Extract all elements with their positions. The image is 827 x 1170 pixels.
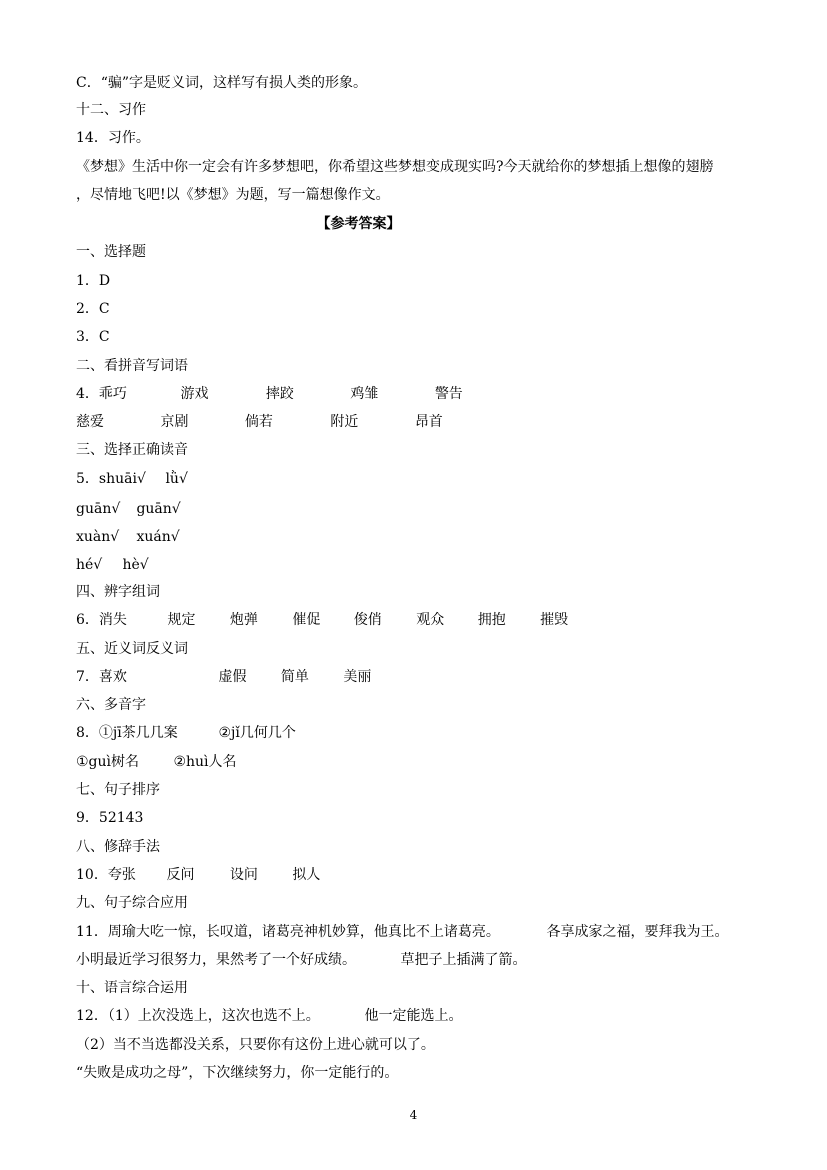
answer-item: hé√	[76, 557, 103, 573]
answer-item: 反问	[166, 867, 195, 883]
answer-item: lǜ√	[165, 471, 188, 487]
answer-item: guān√	[136, 501, 181, 517]
answer-item: 倘若	[244, 414, 273, 430]
page-number: 4	[409, 1108, 418, 1122]
answer-item: 催促	[292, 612, 321, 628]
answer-line: （2）当不当选都没关系，只要你有这份上进心就可以了。	[76, 1037, 435, 1053]
answer-row	[76, 412, 443, 432]
answer-item: 6．消失	[76, 612, 127, 628]
answer-item: 京剧	[160, 414, 189, 430]
answer-item: 7．喜欢	[76, 669, 127, 685]
answer-item: 小明最近学习很努力，果然考了一个好成绩。	[76, 952, 356, 968]
section-heading: 三、选择正确读音	[76, 442, 188, 458]
answer-row	[76, 384, 463, 404]
answer-item: 警告	[434, 386, 463, 402]
section-heading: 十、语言综合运用	[76, 980, 188, 996]
answer-line: “失败是成功之母”，下次继续努力，你一定能行的。	[76, 1065, 399, 1081]
answer-key-heading: 【参考答案】	[316, 216, 401, 232]
answer-row	[76, 723, 296, 743]
answer-item: 炮弹	[229, 612, 258, 628]
answer-row	[76, 610, 568, 630]
answer-row	[76, 667, 371, 687]
answer-item: ②jǐ几何几个	[218, 725, 296, 741]
answer-line: 3．C	[76, 329, 110, 345]
section-heading: 五、近义词反义词	[76, 641, 188, 657]
answer-line: 2．C	[76, 301, 110, 317]
answer-item: xuán√	[136, 529, 180, 545]
answer-row	[76, 865, 320, 885]
answer-item: 他一定能选上。	[364, 1008, 463, 1024]
answer-item: 5．shuāi√	[76, 471, 146, 487]
question-title: 14．习作。	[76, 130, 150, 146]
answer-row	[76, 527, 180, 547]
answer-row	[76, 499, 181, 519]
answer-item: 摧毁	[540, 612, 569, 628]
section-heading: 四、辨字组词	[76, 584, 160, 600]
answer-row	[76, 950, 526, 970]
section-heading: 七、句子排序	[76, 782, 160, 798]
section-heading: 一、选择题	[76, 244, 146, 260]
answer-item: hè√	[122, 557, 149, 573]
text-line: ，尽情地飞吧!以《梦想》为题，写一篇想像作文。	[76, 187, 390, 203]
answer-item: 规定	[167, 612, 196, 628]
section-heading: 二、看拼音写词语	[76, 358, 188, 374]
answer-item: 设问	[229, 867, 258, 883]
answer-item: ②huì人名	[173, 754, 237, 770]
answer-item: 8．①jī茶几几案	[76, 725, 178, 741]
section-heading: 十二、习作	[76, 102, 146, 118]
answer-item: 草把子上插满了箭。	[400, 952, 527, 968]
answer-item: 简单	[280, 669, 309, 685]
answer-item: 昂首	[414, 414, 443, 430]
answer-item: guān√	[76, 501, 121, 517]
answer-item: 拥抱	[477, 612, 506, 628]
answer-line: 9．52143	[76, 810, 144, 826]
answer-item: 鸡雏	[350, 386, 379, 402]
text-line: C．“骗”字是贬义词，这样写有损人类的形象。	[76, 75, 368, 91]
answer-item: 附近	[330, 414, 359, 430]
answer-line: 1．D	[76, 273, 111, 289]
text-line: 《梦想》生活中你一定会有许多梦想吧，你希望这些梦想变成现实吗?今天就给你的梦想插上想像的翅膀	[76, 159, 714, 175]
answer-item: 10．夸张	[76, 867, 136, 883]
answer-row	[76, 469, 188, 489]
answer-item: 慈爱	[76, 414, 104, 430]
answer-item: 拟人	[292, 867, 321, 883]
answer-row	[76, 555, 149, 575]
answer-row	[76, 1006, 462, 1026]
answer-item: 观众	[416, 612, 445, 628]
answer-row	[76, 922, 728, 942]
section-heading: 八、修辞手法	[76, 839, 160, 855]
answer-item: 游戏	[180, 386, 209, 402]
answer-item: 12．（1）上次没选上，这次也选不上。	[76, 1008, 320, 1024]
answer-item: 各享成家之福，要拜我为王。	[546, 924, 729, 940]
answer-item: 虚假	[218, 669, 247, 685]
answer-item: 俊俏	[353, 612, 382, 628]
section-heading: 九、句子综合应用	[76, 895, 188, 911]
answer-item: xuàn√	[76, 529, 120, 545]
section-heading: 六、多音字	[76, 697, 146, 713]
answer-row	[76, 752, 237, 772]
answer-item: 美丽	[343, 669, 372, 685]
answer-item: 摔跤	[265, 386, 294, 402]
answer-item: 4．乖巧	[76, 386, 127, 402]
answer-item: ①guì树名	[76, 754, 140, 770]
answer-item: 11．周瑜大吃一惊，长叹道，诸葛亮神机妙算，他真比不上诸葛亮。	[76, 924, 500, 940]
